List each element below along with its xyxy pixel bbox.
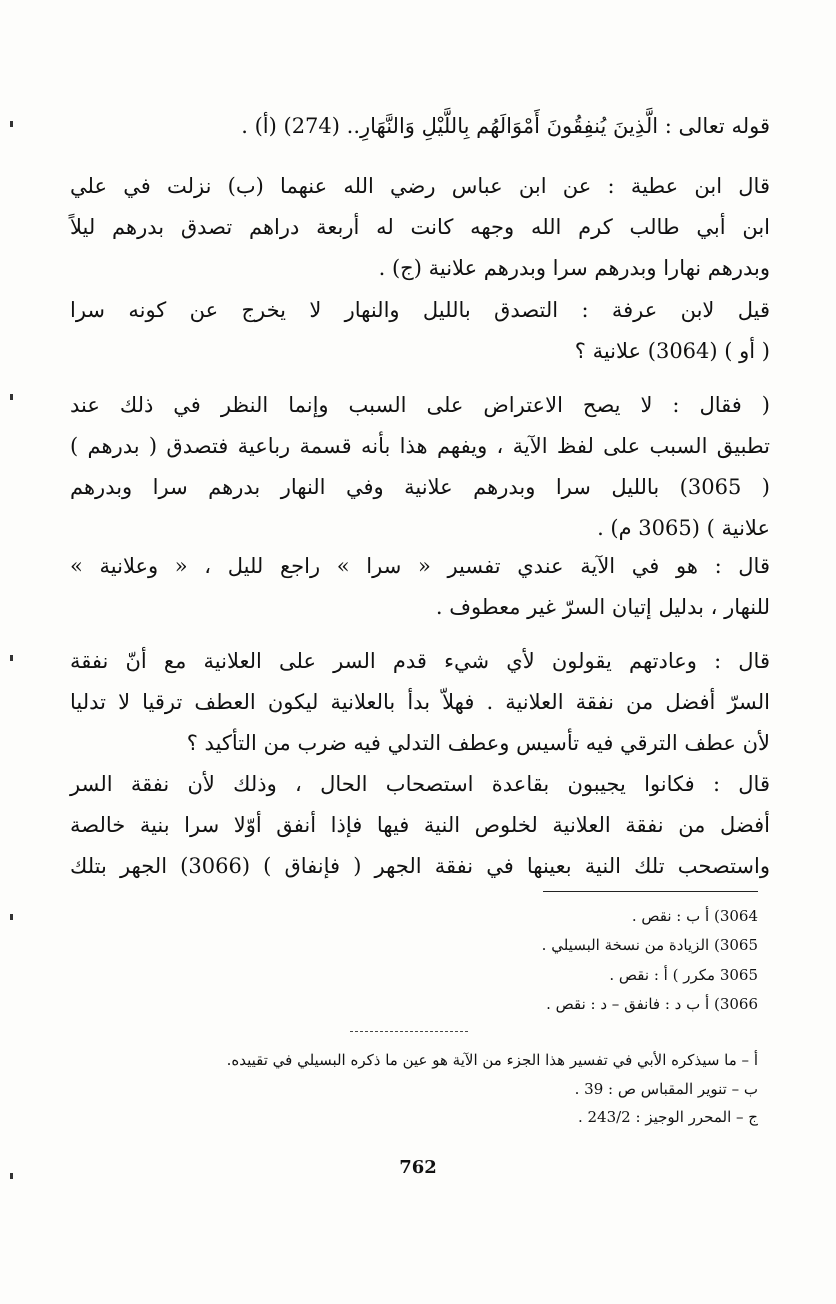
text-line: وبدرهم نهارا وبدرهم سرا وبدرهم علانية (ج) . bbox=[378, 256, 770, 280]
footnote-separator bbox=[543, 891, 758, 892]
text-line: أفضل من نفقة العلانية لخلوص النية فيها فإذا أنفق أوّلا سرا بنية خالصة bbox=[70, 813, 770, 837]
footnote-dashed-separator bbox=[350, 1031, 468, 1032]
variant-note: 3066) أ ب د : فانفق – د : نقص . bbox=[546, 995, 758, 1013]
text-line: ابن أبي طالب كرم الله وجهه كانت له أربعة دراهم تصدق بدرهم ليلاً bbox=[70, 215, 770, 239]
variant-note: 3064) أ ب : نقص . bbox=[631, 907, 758, 925]
paragraph-ibn-arafa bbox=[70, 290, 770, 372]
text-line: ( 3065) بالليل سرا وبدرهم علانية وفي النهار بدرهم سرا وبدرهم bbox=[70, 475, 770, 499]
text-line: قال ابن عطية : عن ابن عباس رضي الله عنهما (ب) نزلت في علي bbox=[70, 174, 770, 198]
text-line: ( فقال : لا يصح الاعتراض على السبب وإنما النظر في ذلك عند bbox=[70, 393, 770, 417]
variant-note: 3065 مكرر ) أ : نقص . bbox=[609, 966, 758, 984]
paragraph-question bbox=[70, 641, 770, 764]
margin-mark bbox=[10, 121, 13, 127]
paragraph-verse bbox=[70, 106, 770, 147]
paragraph-answer bbox=[70, 385, 770, 549]
source-note: ج – المحرر الوجيز : 243/2 . bbox=[577, 1108, 758, 1126]
text-line: قال : هو في الآية عندي تفسير « سرا » راجع لليل ، « وعلانية » bbox=[70, 554, 770, 578]
margin-mark bbox=[10, 655, 13, 661]
margin-mark bbox=[10, 394, 13, 400]
paragraph-reply bbox=[70, 764, 770, 887]
text-line: تطبيق السبب على لفظ الآية ، ويفهم هذا بأنه قسمة رباعية فتصدق ( بدرهم ) bbox=[70, 434, 770, 458]
margin-mark bbox=[10, 914, 13, 920]
page-number: 762 bbox=[399, 1157, 437, 1178]
text-line: واستصحب تلك النية بعينها في نفقة الجهر ( فإنفاق ) (3066) الجهر بتلك bbox=[70, 854, 770, 878]
text-line: قال : وعادتهم يقولون لأي شيء قدم السر على العلانية مع أنّ نفقة bbox=[70, 649, 770, 673]
text-line: قوله تعالى : الَّذِينَ يُنفِقُونَ أَمْوَالَهُم بِاللَّيْلِ وَالنَّهَارِ.. (274) (أ) . bbox=[241, 114, 770, 138]
source-note: أ – ما سيذكره الأبي في تفسير هذا الجزء من الآية هو عين ما ذكره البسيلي في تقييده. bbox=[226, 1051, 758, 1069]
text-line: لأن عطف الترقي فيه تأسيس وعطف التدلي فيه ضرب من التأكيد ؟ bbox=[186, 731, 770, 755]
text-line: قيل لابن عرفة : التصدق بالليل والنهار لا يخرج عن كونه سرا bbox=[70, 298, 770, 322]
text-line: علانية ) (3065 م) . bbox=[597, 516, 770, 540]
text-line: قال : فكانوا يجيبون بقاعدة استصحاب الحال ، وذلك لأن نفقة السر bbox=[70, 772, 770, 796]
paragraph-tafsir bbox=[70, 546, 770, 628]
text-line: السرّ أفضل من نفقة العلانية . فهلاّ بدأ بالعلانية ليكون العطف ترقيا لا تدليا bbox=[70, 690, 770, 714]
text-line: ( أو ) (3064) علانية ؟ bbox=[574, 339, 770, 363]
text-line: للنهار ، بدليل إتيان السرّ غير معطوف . bbox=[435, 595, 770, 619]
variant-note: 3065) الزيادة من نسخة البسيلي . bbox=[541, 936, 758, 954]
source-note: ب – تنوير المقباس ص : 39 . bbox=[574, 1080, 758, 1098]
paragraph-ibn-atiyya bbox=[70, 166, 770, 289]
